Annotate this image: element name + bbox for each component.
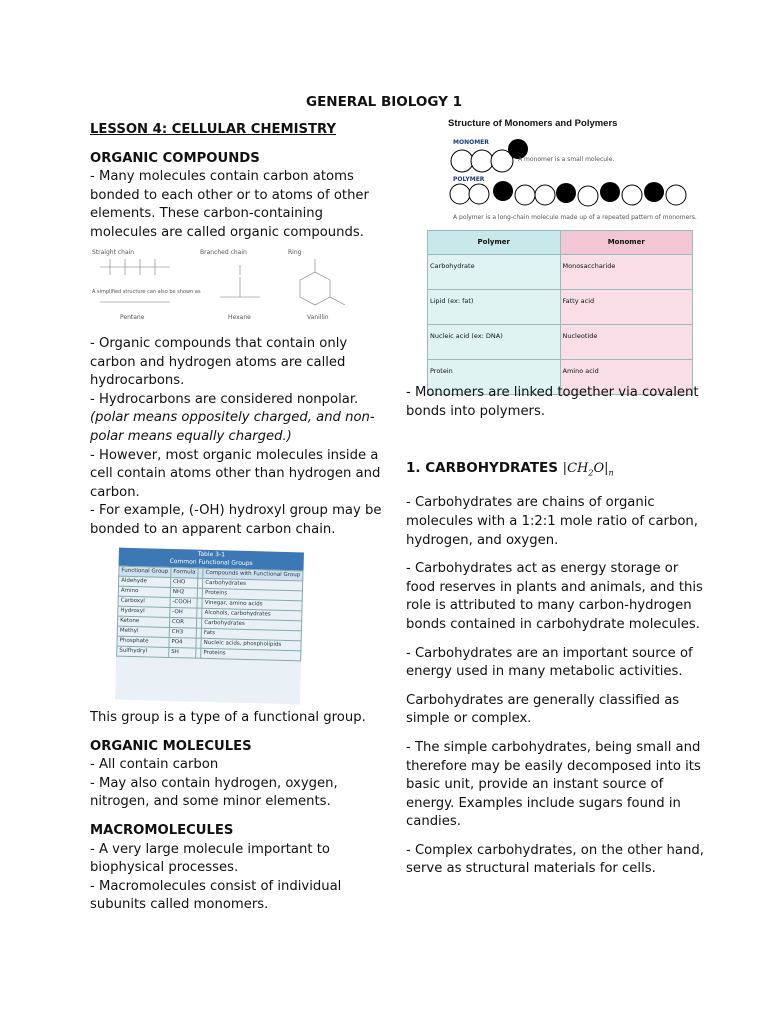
- hydrocarbons-def: - Organic compounds that contain only carbon and hydrogen atoms are called hydrocarbons.: [90, 336, 348, 389]
- carbs-paragraph: Carbohydrates are generally classified as simple or complex.: [406, 692, 680, 727]
- macromolecules-heading: MACROMOLECULES: [90, 822, 234, 838]
- pentane-label: Pentane: [120, 314, 145, 321]
- hydroxyl-example: - For example, (-OH) hydroxyl group may be bonded to an apparent carbon chain.: [90, 503, 382, 537]
- table-cell: CH3: [169, 627, 197, 638]
- table-row: [428, 324, 693, 359]
- polymer-cell: Lipid (ex: fat): [428, 289, 561, 324]
- table-cell: COR: [169, 617, 197, 628]
- lesson-title: LESSON 4: CELLULAR CHEMISTRY: [90, 122, 337, 137]
- table-cell: Fats: [201, 628, 301, 641]
- functional-table-subtitle: Common Functional Groups: [169, 557, 253, 568]
- carbs-paragraph: - Carbohydrates are chains of organic molecules with a 1:2:1 mole ratio of carbon, hydrogen, and oxygen.: [406, 495, 698, 548]
- ring-label: Ring: [288, 249, 302, 256]
- polymer-caption: A polymer is a long-chain molecule made up of a repeated pattern of monomers.: [453, 214, 697, 221]
- table-cell: Methyl: [117, 626, 169, 637]
- monomer-link-text: - Monomers are linked together via covalent bonds into polymers.: [406, 385, 699, 419]
- hexane-label: Hexane: [228, 314, 251, 321]
- macromolecules-item: - Macromolecules consist of individual subunits called monomers.: [90, 878, 342, 913]
- table-cell: NH2: [170, 587, 198, 598]
- carbohydrate-formula: $|CH_2O|_n$: [562, 461, 614, 478]
- table-cell: CHO: [170, 577, 198, 588]
- polymer-chain: [448, 180, 698, 208]
- table-cell: Proteins: [201, 648, 301, 661]
- hydrocarbons-however: - However, most organic molecules inside a cell contain atoms other than hydrogen and carbon.: [90, 447, 381, 500]
- formula-sub-2: 2: [588, 468, 594, 478]
- table-cell: Carboxyl: [118, 596, 170, 607]
- vanillin-label: Vanillin: [307, 314, 329, 321]
- monomer-polymer-figure: [448, 118, 698, 230]
- polar-note: (polar means oppositely charged, and non-polar means equally charged.): [90, 410, 375, 444]
- document-title: GENERAL BIOLOGY 1: [305, 94, 462, 110]
- functional-group-caption: This group is a type of a functional group.: [90, 710, 366, 725]
- hydrocarbons-nonpolar: - Hydrocarbons are considered nonpolar.: [90, 391, 359, 407]
- right-text: [406, 384, 706, 879]
- organic-compounds-heading: ORGANIC COMPOUNDS: [90, 150, 260, 166]
- formula-sub-n: n: [608, 468, 614, 478]
- pm-header-row: [428, 231, 693, 255]
- straight-chain-label: Straight chain: [92, 249, 135, 256]
- polymer-monomer-table: [427, 230, 693, 395]
- table-cell: -COOH: [170, 597, 198, 608]
- header-cell: Formula: [171, 567, 199, 578]
- table-cell: -OH: [170, 607, 198, 618]
- polymer-cell: Protein: [428, 359, 561, 394]
- macromolecules-item: - A very large molecule important to biophysical processes.: [90, 841, 330, 876]
- carbohydrates-heading: [406, 459, 706, 483]
- carbon-chains-figure: [90, 247, 355, 322]
- table-row: [428, 254, 693, 289]
- monomer-label: MONOMER: [453, 139, 489, 146]
- table-cell: Sulfhydryl: [117, 646, 169, 657]
- table-cell: Nucleic acids, phospholipids: [201, 638, 301, 651]
- functional-groups-table-image: [115, 548, 304, 705]
- figure-title: Structure of Monomers and Polymers: [448, 118, 618, 129]
- carbon-chains-diagram: [90, 247, 355, 322]
- table-cell: Carbohydrates: [203, 578, 303, 591]
- table-cell: SH: [169, 647, 197, 658]
- table-cell: Aldehyde: [119, 576, 171, 587]
- table-cell: Amino: [118, 586, 170, 597]
- carbs-paragraph: - Complex carbohydrates, on the other hand, serve as structural materials for cells.: [406, 842, 704, 877]
- organic-molecules-item: - May also contain hydrogen, oxygen, nitrogen, and some minor elements.: [90, 775, 338, 810]
- polymer-label: POLYMER: [453, 176, 485, 183]
- organic-molecules-heading: ORGANIC MOLECULES: [90, 738, 252, 754]
- functional-table-title: Table 3-1: [197, 550, 226, 559]
- hydrocarbons-section: [90, 335, 390, 540]
- monomer-header: Monomer: [560, 231, 693, 255]
- polymer-header: Polymer: [428, 231, 561, 255]
- carbs-paragraph: - Carbohydrates are an important source of energy used in many metabolic activities.: [406, 645, 693, 680]
- table-row: [428, 289, 693, 324]
- carbs-paragraph: - Carbohydrates act as energy storage or food reserves in plants and animals, and this role is attributed to many carbon-hydrogen bonds contained in carbohydrate molecules.: [406, 561, 703, 632]
- monomer-cell: Fatty acid: [560, 289, 693, 324]
- monomer-caption: A monomer is a small molecule.: [518, 156, 615, 163]
- carbohydrates-heading-text: 1. CARBOHYDRATES: [406, 460, 558, 477]
- organic-molecules-item: - All contain carbon: [90, 757, 219, 773]
- monomer-cell: Amino acid: [560, 359, 693, 394]
- left-column: [90, 121, 390, 243]
- table-cell: Vinegar, amino acids: [202, 598, 302, 611]
- table-cell: Carbohydrates: [202, 618, 302, 631]
- header-cell: Compounds with Functional Group: [203, 568, 303, 581]
- carbs-paragraph: - The simple carbohydrates, being small and therefore may be easily decomposed into its basic unit, provide an instant source of energy. Examples include sugars found in candies.: [406, 739, 701, 830]
- monomer-cell: Nucleotide: [560, 324, 693, 359]
- table-cell: Proteins: [202, 588, 302, 601]
- table-cell: Ketone: [117, 616, 169, 627]
- monomer-cell: Monosaccharide: [560, 254, 693, 289]
- formula-base: CH: [567, 461, 589, 477]
- table-cell: Hydroxyl: [118, 606, 170, 617]
- table-cell: Alcohols, carbohydrates: [202, 608, 302, 621]
- functional-groups-table: [116, 566, 303, 662]
- molecules-section: [90, 709, 390, 915]
- table-cell: PO4: [169, 637, 197, 648]
- polymer-monomer-table-wrap: [427, 230, 693, 395]
- polymer-cell: Carbohydrate: [428, 254, 561, 289]
- header-cell: Functional Group: [119, 566, 171, 577]
- polymer-cell: Nucleic acid (ex: DNA): [428, 324, 561, 359]
- simplified-structure-label: A simplified structure can also be shown as: [92, 289, 201, 295]
- branched-chain-label: Branched chain: [200, 249, 247, 256]
- formula-o: O: [593, 461, 605, 477]
- organic-compounds-text: - Many molecules contain carbon atoms bonded to each other or to atoms of other elements. These carbon-containing molecules are called organic compounds.: [90, 169, 369, 240]
- table-cell: Phosphate: [117, 636, 169, 647]
